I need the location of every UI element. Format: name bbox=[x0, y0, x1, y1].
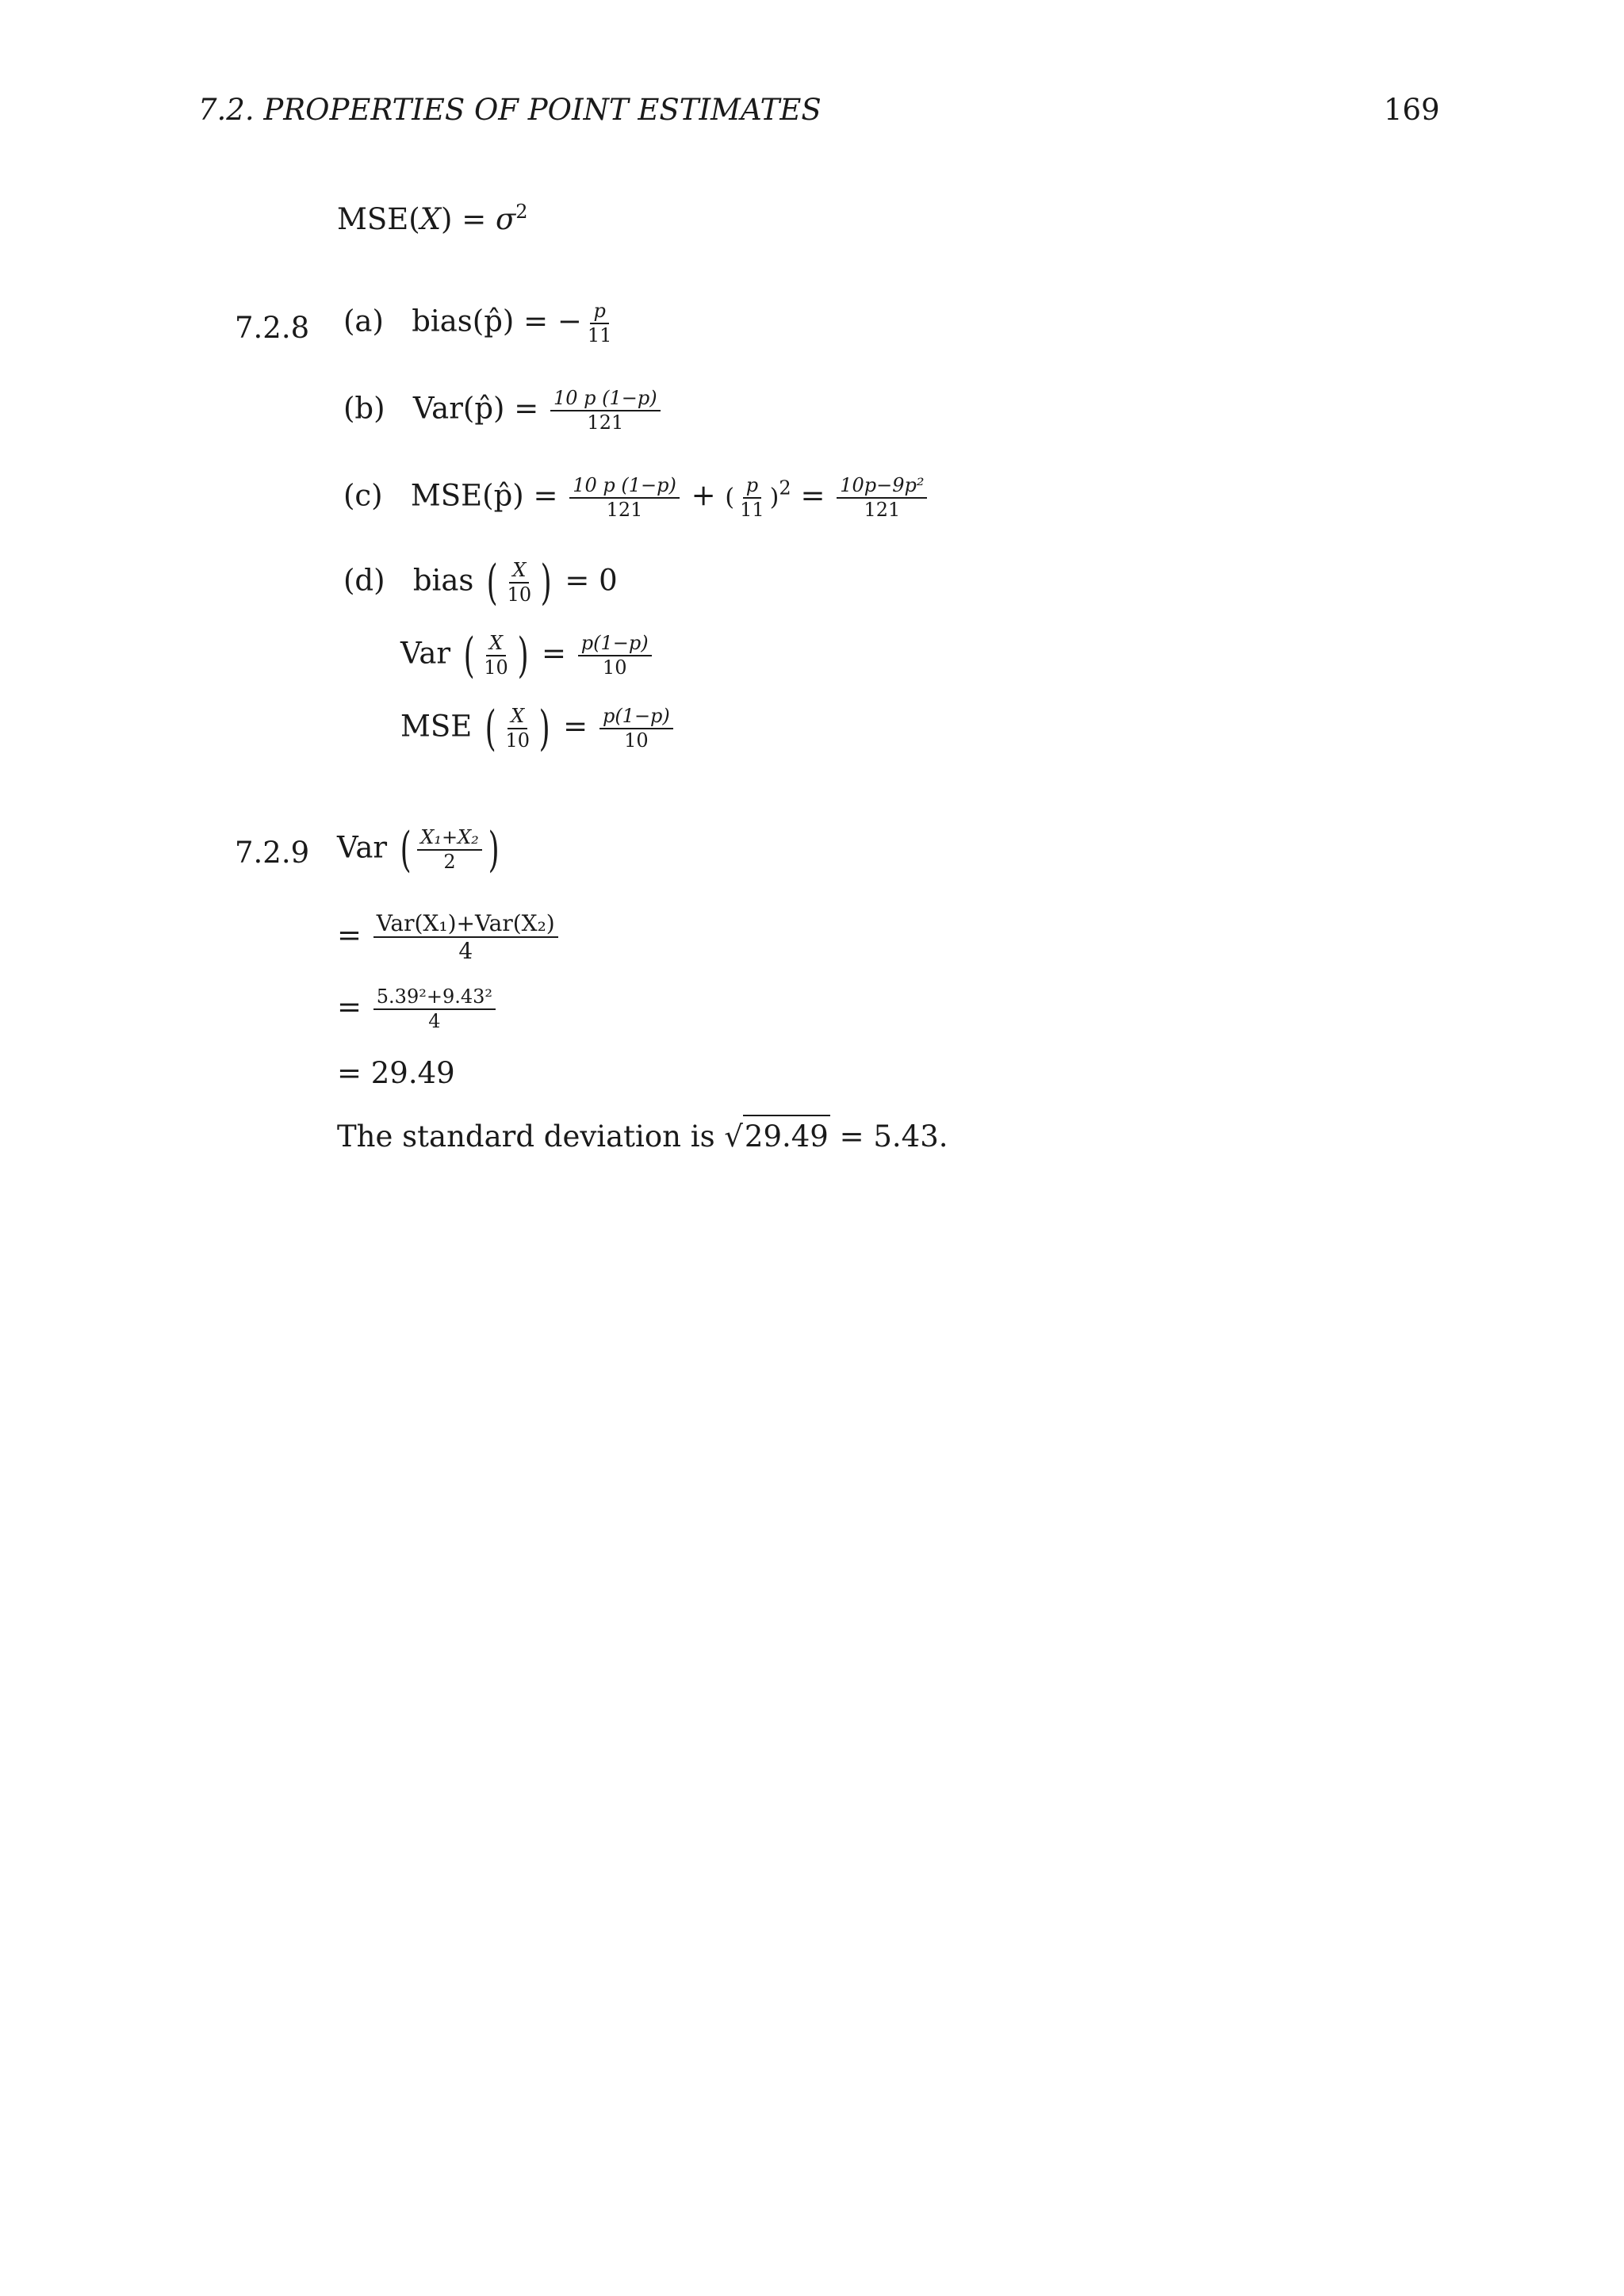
step-1-fraction bbox=[373, 912, 558, 963]
running-header: 7.2. PROPERTIES OF POINT ESTIMATES bbox=[198, 93, 822, 127]
step-1-eq: = bbox=[337, 917, 362, 952]
step-2-num: 5.39²+9.43² bbox=[373, 987, 496, 1010]
part-d-mse-fraction bbox=[502, 706, 533, 751]
part-d-var-lhs: Var bbox=[400, 636, 451, 671]
part-d-mse-num: p(1−p) bbox=[599, 706, 673, 729]
part-c-den-1: 121 bbox=[606, 499, 643, 522]
part-d-mse-eq: = bbox=[563, 709, 588, 744]
part-c-fraction-1 bbox=[569, 476, 680, 520]
mse-mid: ) = bbox=[441, 202, 496, 236]
part-d-var-close-paren: ) bbox=[517, 628, 529, 683]
part-d-bias-num: X bbox=[509, 561, 529, 584]
part-d-var bbox=[400, 628, 654, 683]
step-1-den: 4 bbox=[458, 938, 473, 965]
part-b-lhs: Var(p̂) = bbox=[412, 391, 539, 426]
part-d-var-result bbox=[578, 633, 652, 678]
part-d-bias bbox=[343, 555, 618, 610]
step-2 bbox=[337, 987, 498, 1031]
part-d-var-frac-num: X bbox=[486, 633, 506, 656]
step-2-fraction bbox=[373, 987, 496, 1031]
mse-var: X bbox=[419, 202, 442, 236]
part-d-bias-fraction bbox=[504, 558, 535, 606]
part-d-var-num: p(1−p) bbox=[578, 633, 652, 656]
part-c-den-3: 121 bbox=[864, 499, 901, 522]
part-d-mse-result bbox=[599, 706, 673, 751]
part-c-num-1: 10 p (1−p) bbox=[569, 476, 680, 499]
var-fraction bbox=[417, 825, 482, 873]
part-d-mse-frac-num: X bbox=[508, 706, 527, 729]
step-1 bbox=[337, 912, 561, 963]
problem-number-728: 7.2.8 bbox=[235, 311, 310, 345]
part-d-mse-den: 10 bbox=[624, 729, 649, 752]
var-close-paren: ) bbox=[488, 822, 500, 878]
part-c-label: (c) bbox=[343, 478, 383, 513]
step-1-num: Var(X₁)+Var(X₂) bbox=[373, 912, 558, 938]
page-number: 169 bbox=[1384, 93, 1440, 127]
part-a-num: p bbox=[590, 301, 608, 324]
part-d-bias-den: 10 bbox=[507, 584, 532, 606]
part-b-den: 121 bbox=[587, 411, 624, 434]
part-d-var-frac-den: 10 bbox=[484, 656, 508, 679]
part-d-mse-open-paren: ( bbox=[485, 701, 496, 756]
part-c-plus: + bbox=[691, 478, 716, 513]
step-2-eq: = bbox=[337, 989, 362, 1024]
part-d-mse bbox=[400, 701, 676, 756]
part-c-fraction-3 bbox=[837, 476, 927, 520]
part-d-bias-open-paren: ( bbox=[486, 555, 498, 610]
part-c-num-2: p bbox=[743, 476, 761, 499]
part-d-mse-lhs: MSE bbox=[400, 709, 473, 744]
part-c-den-2: 11 bbox=[740, 499, 764, 522]
part-c-num-3: 10p−9p² bbox=[837, 476, 927, 499]
part-a-fraction bbox=[584, 301, 615, 346]
part-d-mse-frac-den: 10 bbox=[505, 729, 530, 752]
part-c-close-paren: ) bbox=[769, 484, 779, 512]
part-a-lhs: bias(p̂) = − bbox=[412, 304, 582, 339]
part-d-label: (d) bbox=[343, 563, 385, 598]
part-d-var-open-paren: ( bbox=[463, 628, 475, 683]
part-c-eq: = bbox=[800, 478, 825, 513]
part-b-label: (b) bbox=[343, 391, 385, 426]
part-d-var-fraction bbox=[481, 633, 511, 678]
part-c-lhs: MSE(p̂) = bbox=[410, 478, 558, 513]
part-a bbox=[343, 301, 617, 346]
part-d-var-eq: = bbox=[542, 636, 567, 671]
part-d-bias-lhs: bias bbox=[412, 563, 474, 598]
sqrt-radicand: 29.49 bbox=[743, 1115, 830, 1154]
part-d-var-den: 10 bbox=[602, 656, 627, 679]
step-2-den: 4 bbox=[428, 1010, 441, 1033]
conclusion-text: The standard deviation is bbox=[337, 1119, 715, 1154]
conclusion bbox=[337, 1119, 948, 1154]
var-frac-num: X₁+X₂ bbox=[417, 828, 482, 851]
part-b bbox=[343, 388, 663, 433]
sqrt-icon: √ bbox=[724, 1119, 743, 1154]
part-c bbox=[343, 476, 929, 520]
part-b-fraction bbox=[550, 388, 661, 433]
part-c-open-paren: ( bbox=[725, 484, 735, 512]
var-mean-expression bbox=[337, 822, 503, 878]
conclusion-end: = 5.43. bbox=[839, 1119, 948, 1154]
var-label: Var bbox=[337, 830, 388, 865]
part-c-fraction-2 bbox=[737, 476, 768, 520]
var-frac-den: 2 bbox=[443, 851, 456, 873]
part-b-num: 10 p (1−p) bbox=[550, 388, 661, 411]
part-d-bias-rhs: = 0 bbox=[565, 563, 618, 598]
var-open-paren: ( bbox=[400, 822, 412, 878]
part-a-label: (a) bbox=[343, 304, 384, 339]
sigma-exponent: 2 bbox=[515, 201, 528, 223]
mse-lhs: MSE( bbox=[337, 202, 420, 236]
sigma-symbol: σ bbox=[496, 202, 516, 236]
part-d-mse-close-paren: ) bbox=[538, 701, 550, 756]
part-d-bias-close-paren: ) bbox=[540, 555, 552, 610]
part-c-exponent: 2 bbox=[779, 476, 791, 499]
part-a-den: 11 bbox=[587, 324, 612, 347]
sqrt-expression bbox=[724, 1119, 830, 1154]
step-3: = 29.49 bbox=[337, 1056, 455, 1090]
problem-number-729: 7.2.9 bbox=[235, 836, 310, 870]
mse-x-equation bbox=[337, 201, 528, 236]
